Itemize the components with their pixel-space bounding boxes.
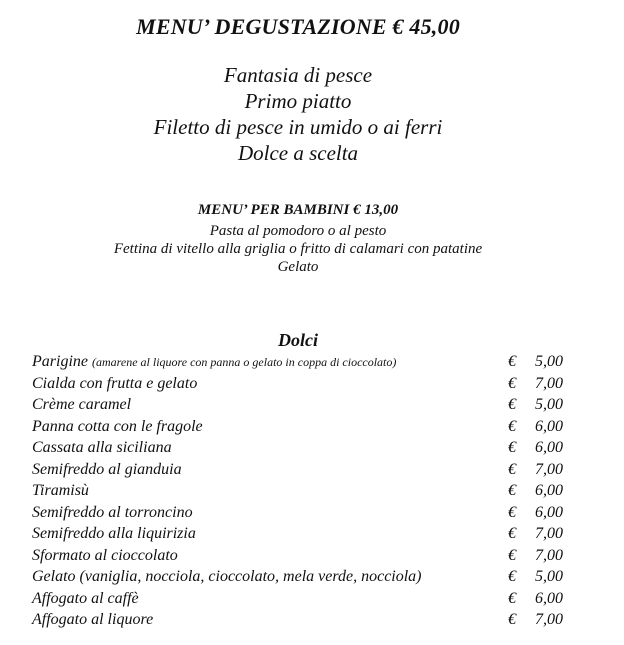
kids-menu-title: MENU’ PER BAMBINI € 13,00 (197, 202, 399, 218)
tasting-menu-item: Fantasia di pesce (223, 63, 373, 87)
dessert-name (32, 609, 153, 631)
desserts-title: Dolci (278, 330, 318, 350)
dessert-row (32, 373, 572, 395)
dessert-price: 5,00 (535, 568, 563, 585)
dessert-row (32, 566, 572, 588)
dessert-row (32, 480, 572, 502)
tasting-menu-list (0, 62, 596, 166)
kids-menu-item: Gelato (277, 259, 319, 275)
dessert-name (32, 545, 178, 567)
dessert-row (32, 523, 572, 545)
dessert-price: 7,00 (535, 374, 563, 392)
dessert-price: 7,00 (535, 611, 563, 628)
currency-symbol: € (508, 417, 516, 435)
dessert-name (32, 373, 197, 395)
dessert-note: (amarene al liquore con panna o gelato in coppa di cioccolato) (92, 355, 397, 369)
tasting-menu-item: Filetto di pesce in umido o ai ferri (153, 115, 443, 139)
tasting-menu-item: Dolce a scelta (237, 141, 359, 165)
dessert-row (32, 437, 572, 459)
currency-symbol: € (508, 353, 516, 370)
dessert-name-text: Tiramisù (32, 482, 89, 499)
dessert-name-text: Semifreddo alla liquirizia (32, 525, 196, 542)
dessert-name-text: Semifreddo al gianduia (32, 460, 182, 478)
currency-symbol: € (508, 546, 516, 564)
dessert-row (32, 545, 572, 567)
currency-symbol: € (508, 525, 516, 542)
dessert-name-text: Crème caramel (32, 396, 132, 413)
dessert-name (32, 437, 172, 459)
dessert-price: 7,00 (535, 525, 563, 542)
tasting-menu-title: MENU’ DEGUSTAZIONE € 45,00 (136, 14, 460, 39)
kids-menu-list (0, 222, 596, 276)
dessert-name-text: Sformato al cioccolato (32, 546, 178, 564)
dessert-name-text: Panna cotta con le fragole (32, 417, 203, 435)
currency-symbol: € (508, 589, 516, 607)
dessert-name (32, 416, 203, 438)
dessert-name (32, 394, 131, 416)
dessert-row (32, 394, 572, 416)
dessert-name-text: Cialda con frutta e gelato (32, 374, 198, 392)
dessert-row (32, 416, 572, 438)
dessert-row (32, 351, 572, 373)
kids-menu-item: Pasta al pomodoro o al pesto (209, 223, 387, 239)
dessert-name-text: Parigine (32, 353, 92, 370)
dessert-name (32, 502, 193, 524)
currency-symbol: € (508, 503, 516, 521)
dessert-price: 6,00 (535, 503, 563, 521)
dessert-row (32, 588, 572, 610)
currency-symbol: € (508, 482, 516, 499)
dessert-price: 5,00 (535, 353, 563, 370)
dessert-row (32, 502, 572, 524)
dessert-name (32, 459, 182, 481)
dessert-price: 6,00 (535, 589, 563, 607)
dessert-name-text: Semifreddo al torroncino (32, 503, 193, 521)
currency-symbol: € (508, 374, 516, 392)
dessert-name-text: Cassata alla siciliana (32, 439, 172, 456)
currency-symbol: € (508, 396, 516, 413)
dessert-price: 6,00 (535, 417, 563, 435)
dessert-name (32, 351, 396, 374)
currency-symbol: € (508, 568, 516, 585)
kids-menu-item: Fettina di vitello alla griglia o fritto di calamari con patatine (113, 241, 483, 257)
dessert-row (32, 609, 572, 631)
tasting-menu-item: Primo piatto (244, 89, 352, 113)
dessert-price: 7,00 (535, 460, 563, 478)
dessert-name-text: Gelato (vaniglia, nocciola, cioccolato, mela verde, nocciola) (32, 568, 422, 585)
currency-symbol: € (508, 460, 516, 478)
dessert-name (32, 588, 139, 610)
dessert-name (32, 523, 196, 545)
dessert-row (32, 459, 572, 481)
dessert-name-text: Affogato al caffè (32, 589, 139, 607)
dessert-price: 6,00 (535, 439, 563, 456)
dessert-price: 7,00 (535, 546, 563, 564)
desserts-list (32, 351, 572, 631)
dessert-name-text: Affogato al liquore (32, 611, 154, 628)
dessert-name (32, 566, 422, 588)
dessert-name (32, 480, 89, 502)
dessert-price: 5,00 (535, 396, 563, 413)
dessert-price: 6,00 (535, 482, 563, 499)
currency-symbol: € (508, 439, 516, 456)
currency-symbol: € (508, 611, 516, 628)
